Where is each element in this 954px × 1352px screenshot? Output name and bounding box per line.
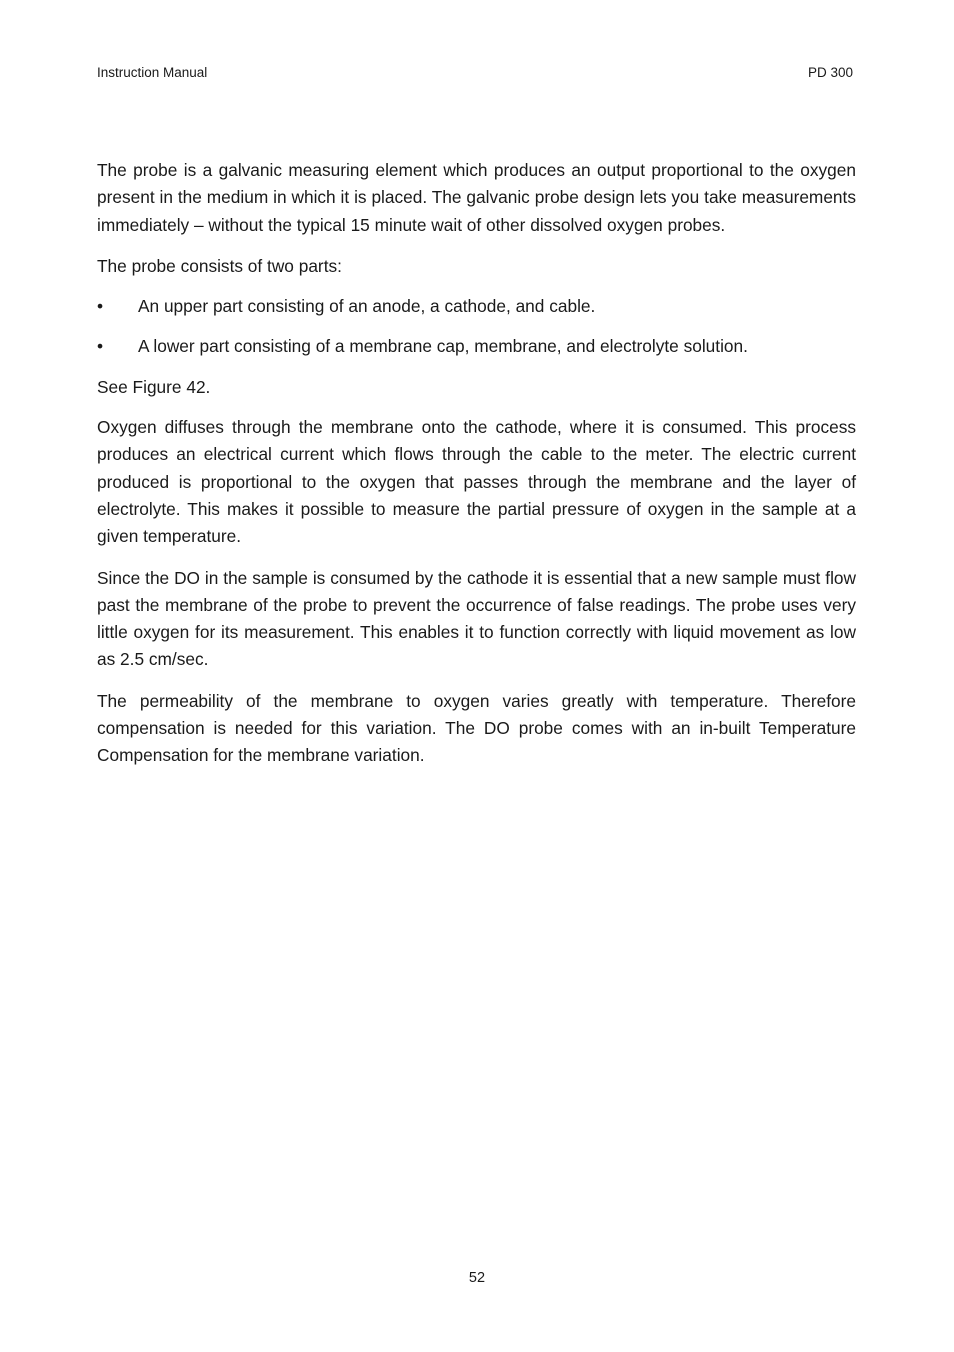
list-item xyxy=(97,333,856,360)
page-content xyxy=(97,157,856,784)
paragraph-probe-description: The probe is a galvanic measuring element which produces an output proportional to the oxygen present in the medium in which it is placed. The galvanic probe design lets you take measurements immediately – without the typical 15 minute wait of other dissolved oxygen probes. xyxy=(97,160,856,235)
paragraph-temperature-compensation: The permeability of the membrane to oxygen varies greatly with temperature. Therefore compensation is needed for this variation. The DO probe comes with an in-built Temperature Compensation for the membrane variation. xyxy=(97,690,856,766)
document-title: Instruction Manual xyxy=(97,65,208,80)
list-item xyxy=(97,293,856,320)
page-number: 52 xyxy=(468,1270,486,1286)
paragraph-sample-flow: Since the DO in the sample is consumed by the cathode it is essential that a new sample must flow past the membrane of the probe to prevent the occurrence of false readings. The probe uses very little oxygen for its measurement. This enables it to function correctly with liquid movement as low as 2.5 cm/sec. xyxy=(97,567,856,670)
paragraph-oxygen-diffusion: Oxygen diffuses through the membrane onto the cathode, where it is consumed. This process produces an electrical current which flows through the cable to the meter. The electric current produced is proportional to the oxygen that passes through the membrane and the layer of electrolyte. This makes it possible to measure the partial pressure of oxygen in the sample at a given temperature. xyxy=(97,417,856,547)
list-item-text: A lower part consisting of a membrane cap, membrane, and electrolyte solution. xyxy=(138,336,748,357)
paragraph-probe-parts-intro: The probe consists of two parts: xyxy=(97,255,342,276)
bullet-icon: • xyxy=(97,296,104,317)
paragraph-figure-reference: See Figure 42. xyxy=(97,376,211,397)
bullet-icon: • xyxy=(97,336,104,357)
list-item-text: An upper part consisting of an anode, a cathode, and cable. xyxy=(138,296,596,317)
model-name: PD 300 xyxy=(807,65,853,80)
probe-parts-list xyxy=(97,293,856,361)
